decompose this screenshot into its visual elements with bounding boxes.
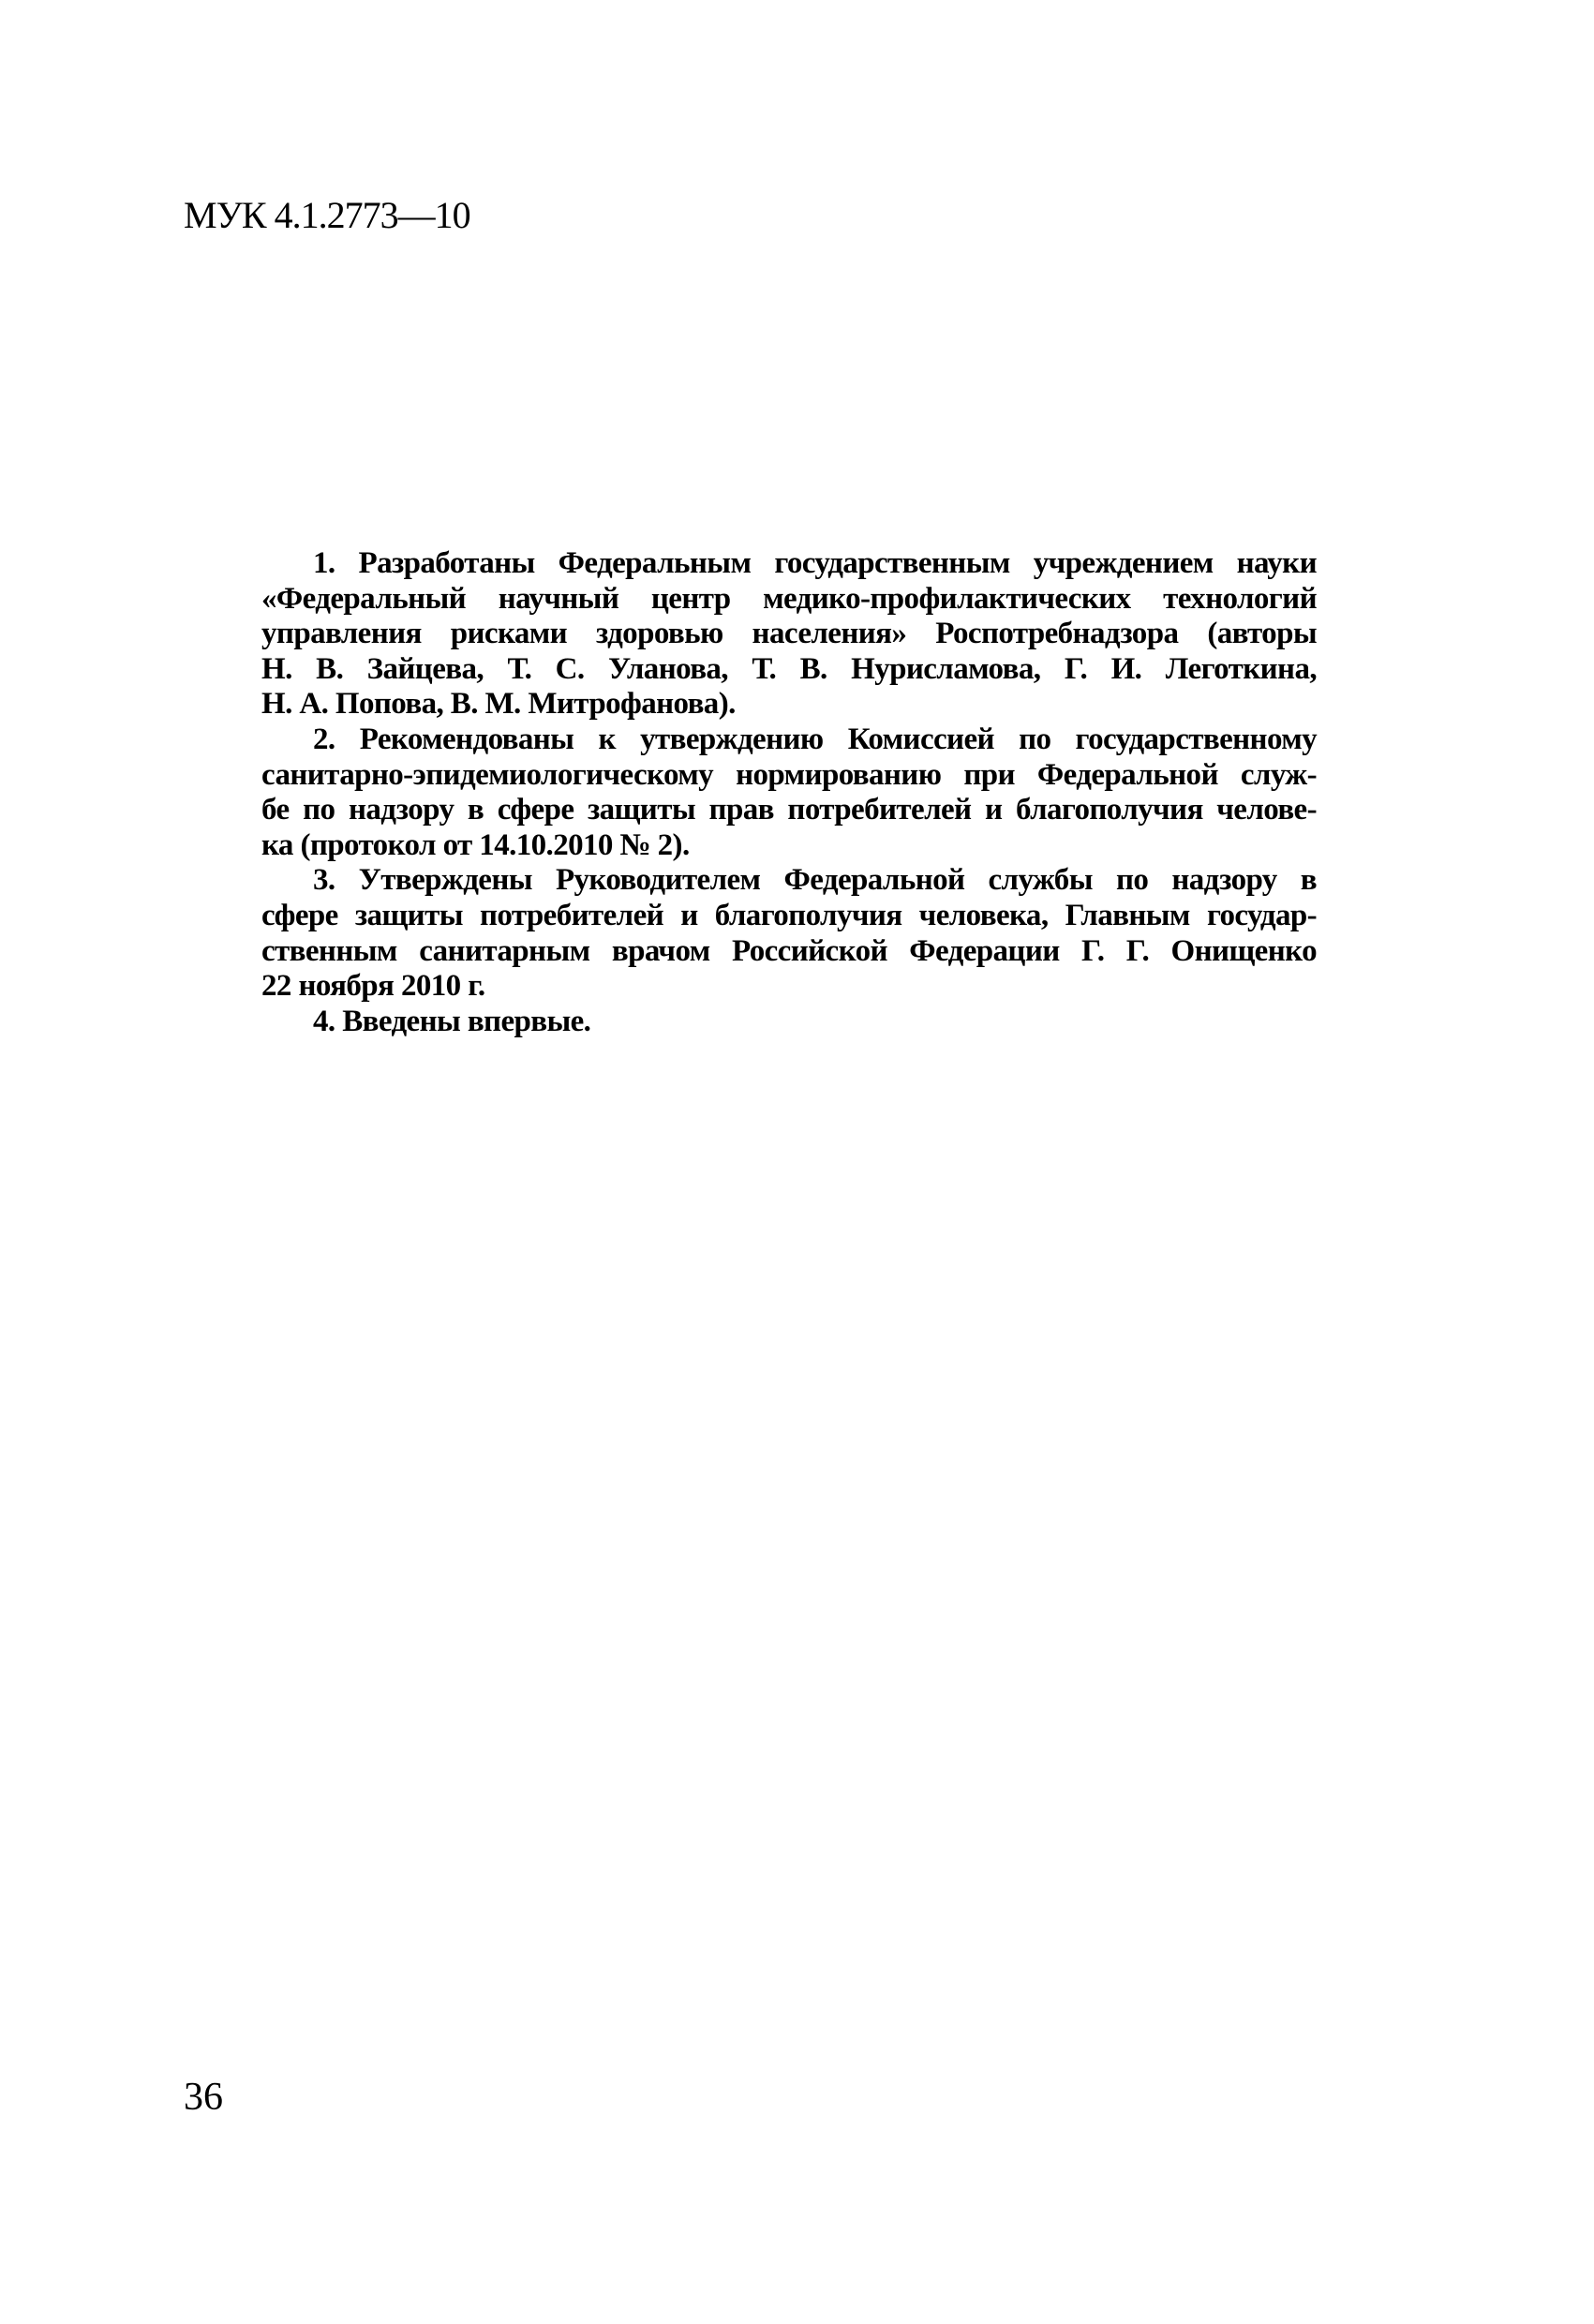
- text-line: 3. Утверждены Руководителем Федеральной службы по надзору в: [313, 863, 1317, 898]
- text-line: 22 ноября 2010 г.: [261, 969, 485, 1004]
- text-line: 1. Разработаны Федеральным государственным учреждением науки: [313, 546, 1317, 580]
- text-line: ка (протокол от 14.10.2010 № 2).: [261, 827, 690, 862]
- text-line: бе по надзору в сфере защиты прав потребителей и благополучия челове-: [261, 793, 1317, 827]
- paragraph-3: [261, 863, 1317, 1004]
- text-line: управления рисками здоровью населения» Роспотребнадзора (авторы: [261, 617, 1317, 651]
- paragraph-2: [261, 723, 1317, 863]
- text-line: 4. Введены впервые.: [313, 1004, 591, 1038]
- text-line: Н. А. Попова, В. М. Митрофанова).: [261, 687, 736, 722]
- text-line: «Федеральный научный центр медико-профилактических технологий: [261, 581, 1317, 616]
- text-line: сфере защиты потребителей и благополучия человека, Главным государ-: [261, 898, 1317, 932]
- text-line: ственным санитарным врачом Российской Федерации Г. Г. Онищенко: [261, 933, 1317, 968]
- document-code-header: МУК 4.1.2773—10: [184, 194, 470, 236]
- paragraph-4: [261, 1005, 1317, 1040]
- paragraph-1: [261, 546, 1317, 723]
- document-body: [261, 546, 1317, 1039]
- text-line: Н. В. Зайцева, Т. С. Уланова, Т. В. Нурисламова, Г. И. Леготкина,: [261, 651, 1317, 686]
- text-line: санитарно-эпидемиологическому нормированию при Федеральной служ-: [261, 757, 1317, 792]
- text-line: 2. Рекомендованы к утверждению Комиссией по государственному: [313, 722, 1317, 756]
- page-number: 36: [184, 2076, 223, 2119]
